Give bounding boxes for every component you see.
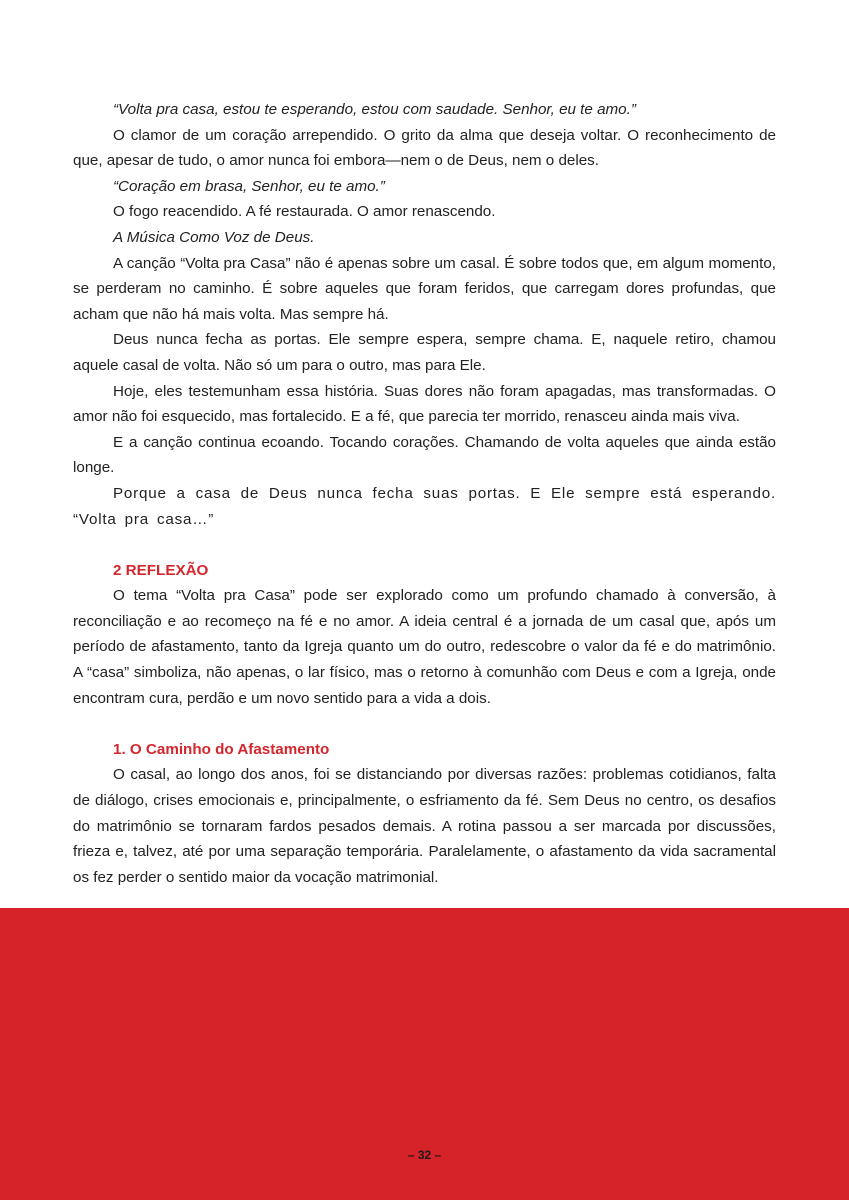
section-heading-afastamento: 1. O Caminho do Afastamento <box>113 740 330 758</box>
body-paragraph: O clamor de um coração arrependido. O grito da alma que deseja voltar. O reconhecimento de que, apesar de tudo, o amor nunca foi embora—nem o de Deus, nem o deles. <box>73 126 776 170</box>
body-paragraph: Porque a casa de Deus nunca fecha suas portas. E Ele sempre está esperando. “Volta pra casa…” <box>73 484 776 528</box>
body-paragraph: Hoje, eles testemunham essa história. Suas dores não foram apagadas, mas transformadas. O amor não foi esquecido, mas fortalecido. E a fé, que parecia ter morrido, renasceu ainda mais viva. <box>73 382 776 426</box>
page-number: – 32 – <box>407 1148 442 1162</box>
page-body <box>73 97 776 890</box>
spacer <box>73 532 776 558</box>
song-quote-paragraph: “Volta pra casa, estou te esperando, estou com saudade. Senhor, eu te amo.” <box>113 101 636 118</box>
body-paragraph: E a canção continua ecoando. Tocando corações. Chamando de volta aqueles que ainda estão longe. <box>73 433 776 477</box>
body-paragraph: A canção “Volta pra Casa” não é apenas sobre um casal. É sobre todos que, em algum momento, se perderam no caminho. É sobre aqueles que foram feridos, que carregam dores profundas, que acham que não há mais volta. Mas sempre há. <box>73 254 776 323</box>
subtitle-paragraph: A Música Como Voz de Deus. <box>113 228 315 246</box>
song-quote-paragraph: “Coração em brasa, Senhor, eu te amo.” <box>113 177 385 195</box>
afastamento-paragraph: O casal, ao longo dos anos, foi se distanciando por diversas razões: problemas cotidianos, falta de diálogo, crises emocionais e, principalmente, o esfriamento da fé. Sem Deus no centro, os desafios do matrimônio se tornaram fardos pesados demais. A rotina passou a ser marcada por discussões, frieza e, talvez, até por uma separação temporária. Paralelamente, o afastamento da vida sacramental os fez perder o sentido maior da vocação matrimonial. <box>73 766 776 886</box>
section-heading-reflexao: 2 REFLEXÃO <box>113 561 209 579</box>
body-paragraph: Deus nunca fecha as portas. Ele sempre espera, sempre chama. E, naquele retiro, chamou aquele casal de volta. Não só um para o outro, mas para Ele. <box>73 331 776 374</box>
body-paragraph: O fogo reacendido. A fé restaurada. O amor renascendo. <box>113 203 496 221</box>
reflexao-paragraph: O tema “Volta pra Casa” pode ser explorado como um profundo chamado à conversão, à reconciliação e ao recomeço na fé e no amor. A ideia central é a jornada de um casal que, após um período de afastamento, tanto da Igreja quanto um do outro, redescobre o valor da fé e do matrimônio. A “casa” simboliza, não apenas, o lar físico, mas o retorno à comunhão com Deus e com a Igreja, onde encontram cura, perdão e um novo sentido para a vida a dois. <box>73 587 776 707</box>
spacer <box>73 711 776 737</box>
